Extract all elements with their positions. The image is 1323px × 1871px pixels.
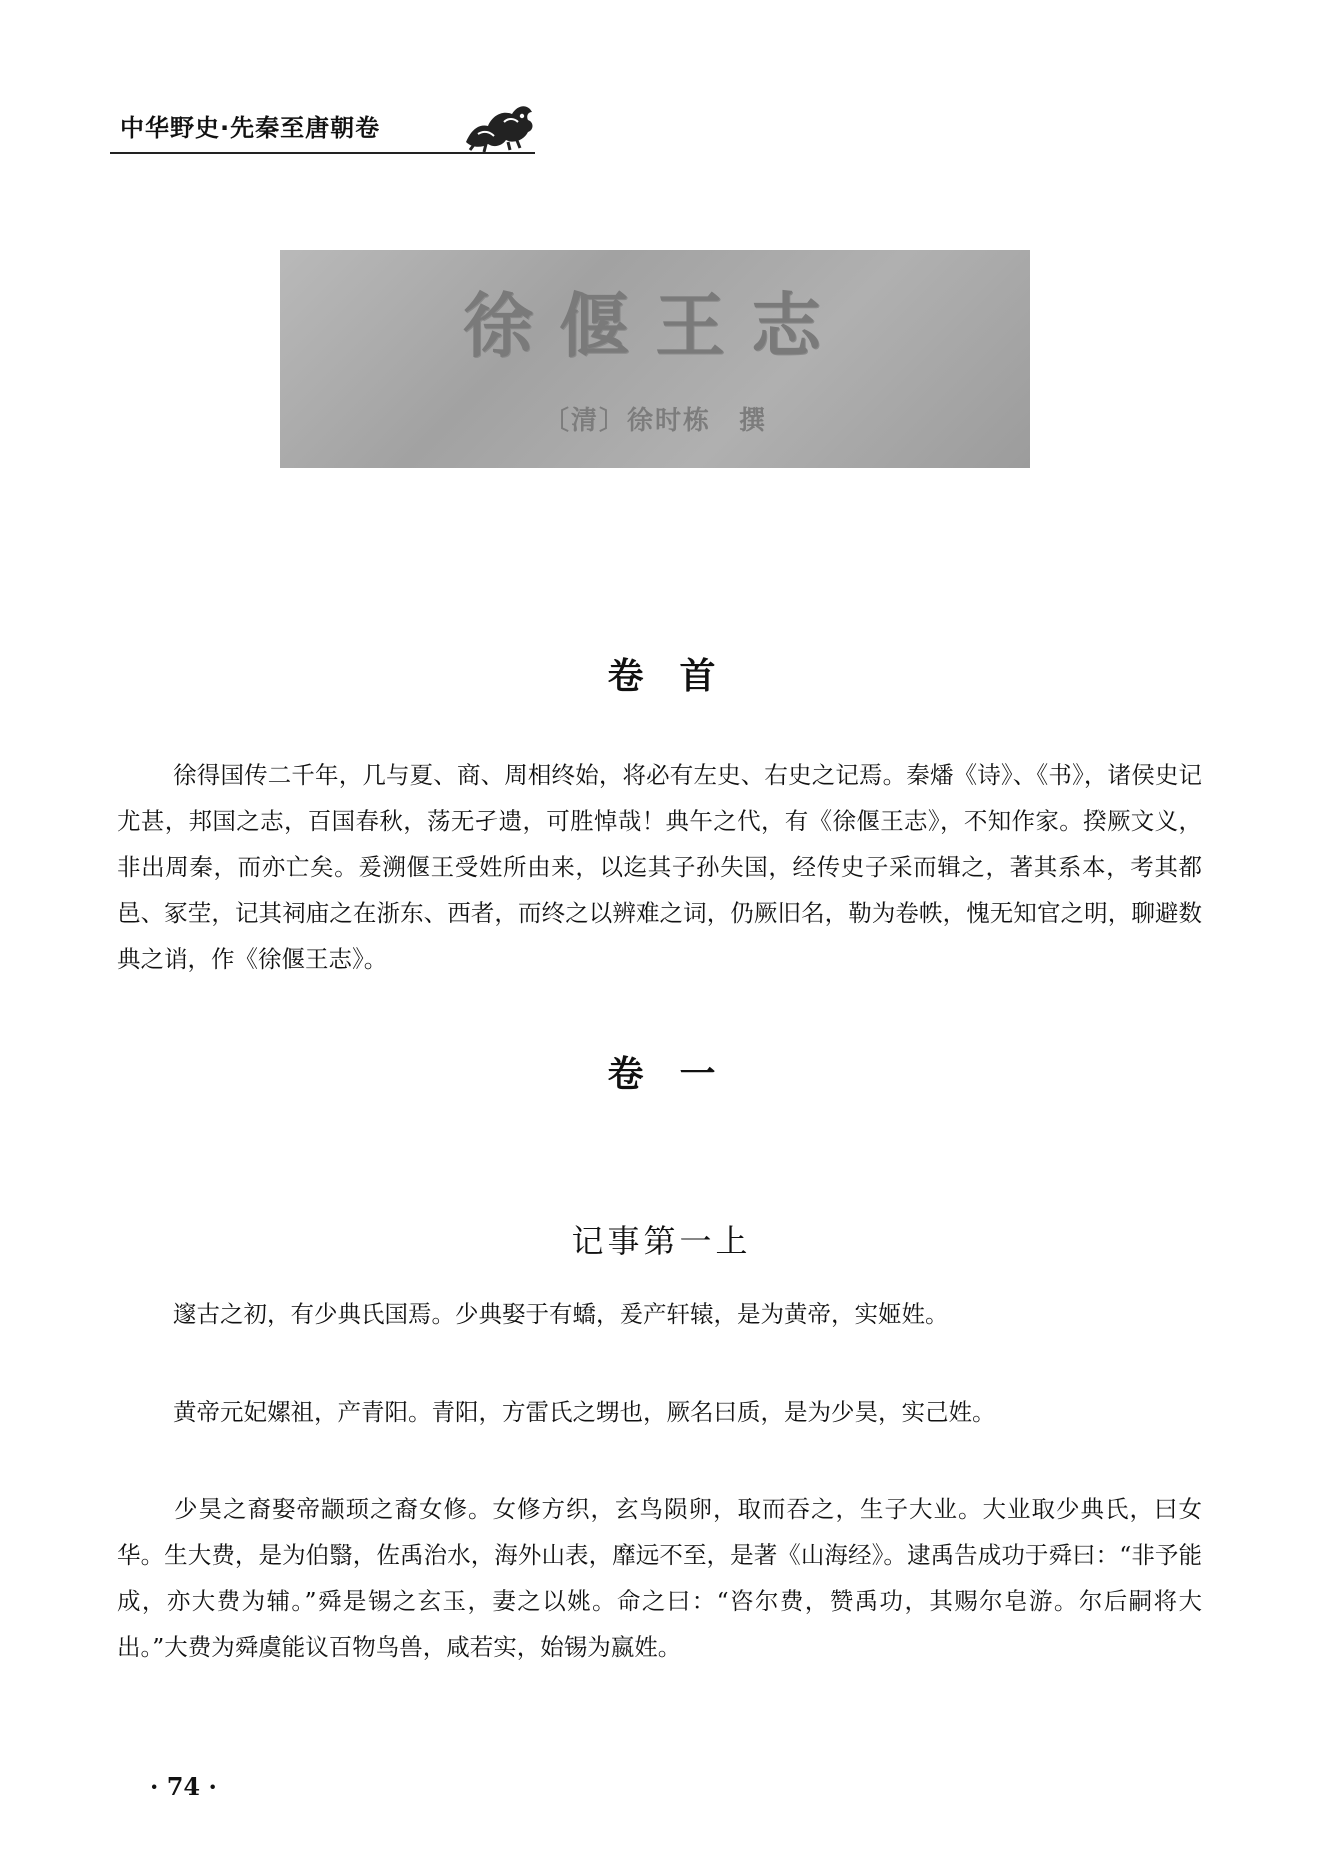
section-heading-juanshou: 卷首 [607, 656, 752, 697]
author-line: 〔清〕徐时栋 撰 [542, 406, 767, 436]
book-title: 徐偃王志 [463, 284, 847, 367]
page-number: · 74 · [150, 1772, 217, 1801]
subsection-heading: 记事第一上 [571, 1222, 752, 1260]
paragraph: 黄帝元妃嫘祖，产青阳。青阳，方雷氏之甥也，厥名曰质，是为少昊，实己姓。 [173, 1398, 996, 1426]
header-rule [110, 152, 535, 154]
tiger-emblem-icon [458, 88, 538, 156]
paragraph: 少昊之裔娶帝颛顼之裔女修。女修方织，玄鸟陨卵，取而吞之，生子大业。大业取少典氏，曰女华。生大费，是为伯翳，佐禹治水，海外山表，靡远不至，是著《山海经》。逮禹告成功于舜曰：“非予能成，亦大费为辅。”舜是锡之玄玉，妻之以姚。命之曰：“咨尔费，赞禹功，其赐尔皂游。尔后嗣将大出。”大费为舜虞能议百物鸟兽，咸若实，始锡为嬴姓。 [117, 1495, 1202, 1661]
running-header: 中华野史·先秦至唐朝卷 [120, 114, 381, 142]
paragraph: 徐得国传二千年，几与夏、商、周相终始，将必有左史、右史之记焉。秦燔《诗》、《书》，诸侯史记尤甚，邦国之志，百国春秋，荡无孑遗，可胜悼哉！典午之代，有《徐偃王志》，不知作家。揆厥文义，非出周秦，而亦亡矣。爰溯偃王受姓所由来，以迄其子孙失国，经传史子采而辑之，著其系本，考其都邑、冢茔，记其祠庙之在浙东、西者，而终之以辨难之词，仍厥旧名，勒为卷帙，愧无知官之明，聊避数典之诮，作《徐偃王志》。 [117, 761, 1202, 973]
paragraph: 邃古之初，有少典氏国焉。少典娶于有蟜，爰产轩辕，是为黄帝，实姬姓。 [173, 1300, 949, 1328]
section-heading-juanyi: 卷一 [607, 1054, 752, 1095]
title-banner [280, 250, 1030, 468]
